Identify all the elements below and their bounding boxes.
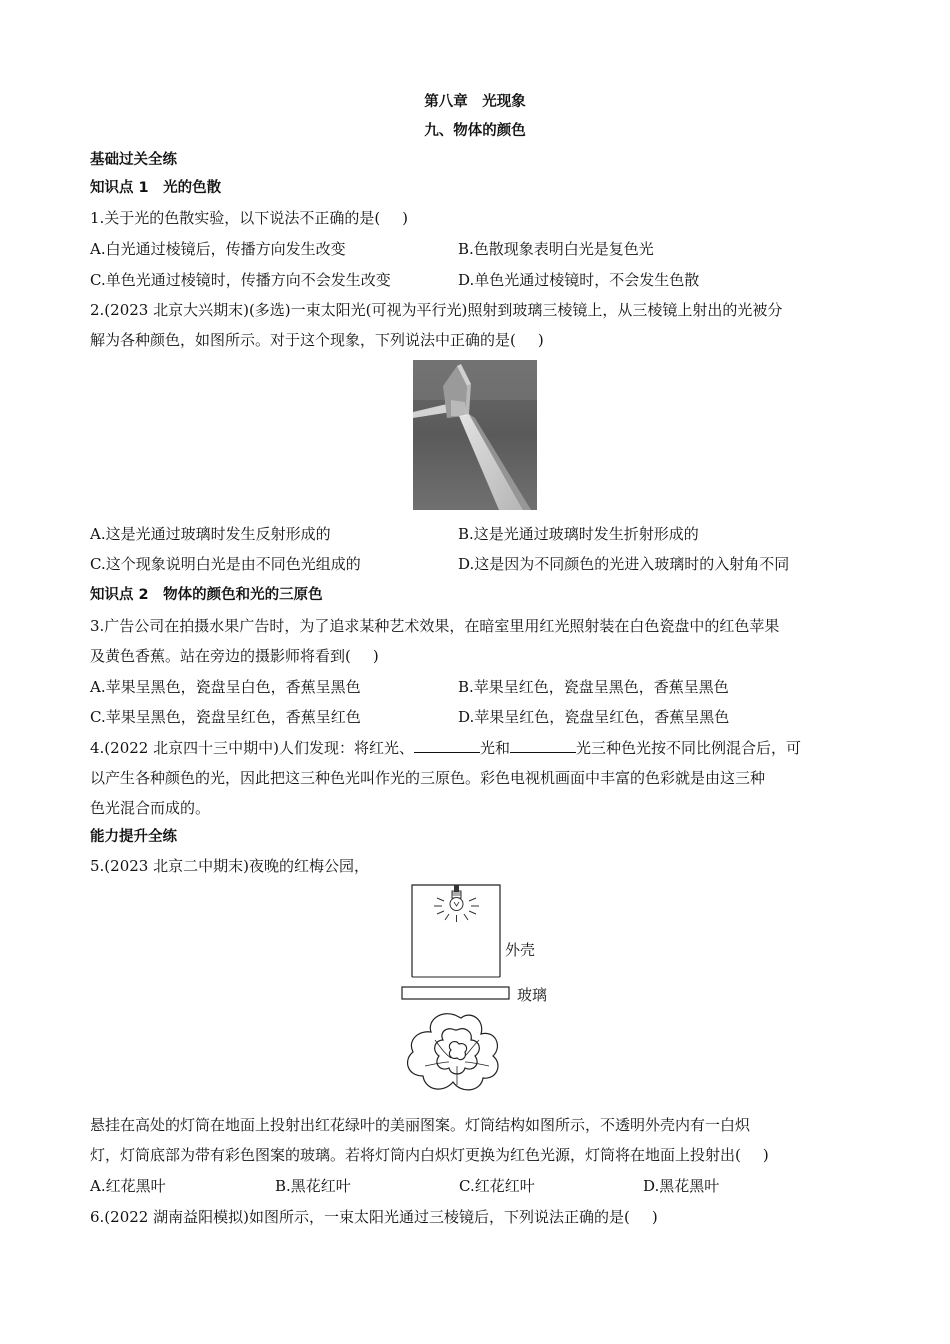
q3-option-a: A.苹果呈黑色，瓷盘呈白色，香蕉呈黑色 <box>90 678 361 696</box>
q5-option-b: B.黑花红叶 <box>275 1177 351 1195</box>
part2-heading: 能力提升全练 <box>90 829 177 845</box>
q3-option-c: C.苹果呈黑色，瓷盘呈红色，香蕉呈红色 <box>90 708 361 726</box>
q2-stem-line2: 解为各种颜色，如图所示。对于这个现象，下列说法中正确的是( ) <box>90 331 544 349</box>
q5-option-d: D.黑花黑叶 <box>643 1177 720 1195</box>
label-shell: 外壳 <box>505 941 536 959</box>
q5-option-a: A.红花黑叶 <box>90 1177 166 1195</box>
q1-option-d: D.单色光通过棱镜时，不会发生色散 <box>458 271 700 289</box>
q2-stem-line1: 2.(2023 北京大兴期末)(多选)一束太阳光(可视为平行光)照射到玻璃三棱镜上，从三棱镜上射出的光被分 <box>90 301 783 319</box>
q3-option-b: B.苹果呈红色，瓷盘呈黑色，香蕉呈黑色 <box>458 678 729 696</box>
prism-photo <box>413 360 537 510</box>
q5-option-c: C.红花红叶 <box>459 1177 535 1195</box>
knowledge-point-1: 知识点 1 光的色散 <box>90 180 222 196</box>
section-title: 九、物体的颜色 <box>424 123 526 139</box>
q3-option-d: D.苹果呈红色，瓷盘呈红色，香蕉呈黑色 <box>458 708 730 726</box>
q2-option-c: C.这个现象说明白光是由不同色光组成的 <box>90 555 361 573</box>
q1-option-a: A.白光通过棱镜后，传播方向发生改变 <box>90 240 346 258</box>
q2-option-b: B.这是光通过玻璃时发生折射形成的 <box>458 525 699 543</box>
q4-stem-line3: 色光混合而成的。 <box>90 799 211 817</box>
knowledge-point-2: 知识点 2 物体的颜色和光的三原色 <box>90 587 323 603</box>
q1-stem: 1.关于光的色散实验，以下说法不正确的是( ) <box>90 209 409 227</box>
q3-stem-line2: 及黄色香蕉。站在旁边的摄影师将看到( ) <box>90 647 379 665</box>
chapter-title: 第八章 光现象 <box>424 94 526 110</box>
q5-stem-line3: 灯，灯筒底部为带有彩色图案的玻璃。若将灯筒内白炽灯更换为红色光源，灯筒将在地面上投射出( ) <box>90 1146 769 1164</box>
q1-option-c: C.单色光通过棱镜时，传播方向不会发生改变 <box>90 271 391 289</box>
q5-stem-line1: 5.(2023 北京二中期末)夜晚的红梅公园， <box>90 857 369 875</box>
flower-pattern <box>408 1014 498 1090</box>
label-glass: 玻璃 <box>517 986 548 1004</box>
q2-option-d: D.这是因为不同颜色的光进入玻璃时的入射角不同 <box>458 555 790 573</box>
q5-stem-line2: 悬挂在高处的灯筒在地面上投射出红花绿叶的美丽图案。灯筒结构如图所示，不透明外壳内有一白炽 <box>90 1116 751 1134</box>
q1-option-b: B.色散现象表明白光是复色光 <box>458 240 654 258</box>
q2-option-a: A.这是光通过玻璃时发生反射形成的 <box>90 525 331 543</box>
bulb-icon <box>450 885 463 911</box>
q4-stem-line2: 以产生各种颜色的光，因此把这三种色光叫作光的三原色。彩色电视机画面中丰富的色彩就是由这三种 <box>90 769 766 787</box>
part1-heading: 基础过关全练 <box>90 152 177 168</box>
q4-blank-2[interactable] <box>510 738 576 753</box>
q6-stem: 6.(2022 湖南益阳模拟)如图所示，一束太阳光通过三棱镜后，下列说法正确的是( ) <box>90 1208 658 1226</box>
q3-stem-line1: 3.广告公司在拍摄水果广告时，为了追求某种艺术效果，在暗室里用红光照射装在白色瓷盘中的红色苹果 <box>90 617 780 635</box>
q4-blank-1[interactable] <box>414 738 480 753</box>
glass-plate <box>402 987 509 999</box>
q4-stem-line1: 4.(2022 北京四十三中期中)人们发现：将红光、 光和 光三种色光按不同比例混合后，可 <box>90 739 801 757</box>
